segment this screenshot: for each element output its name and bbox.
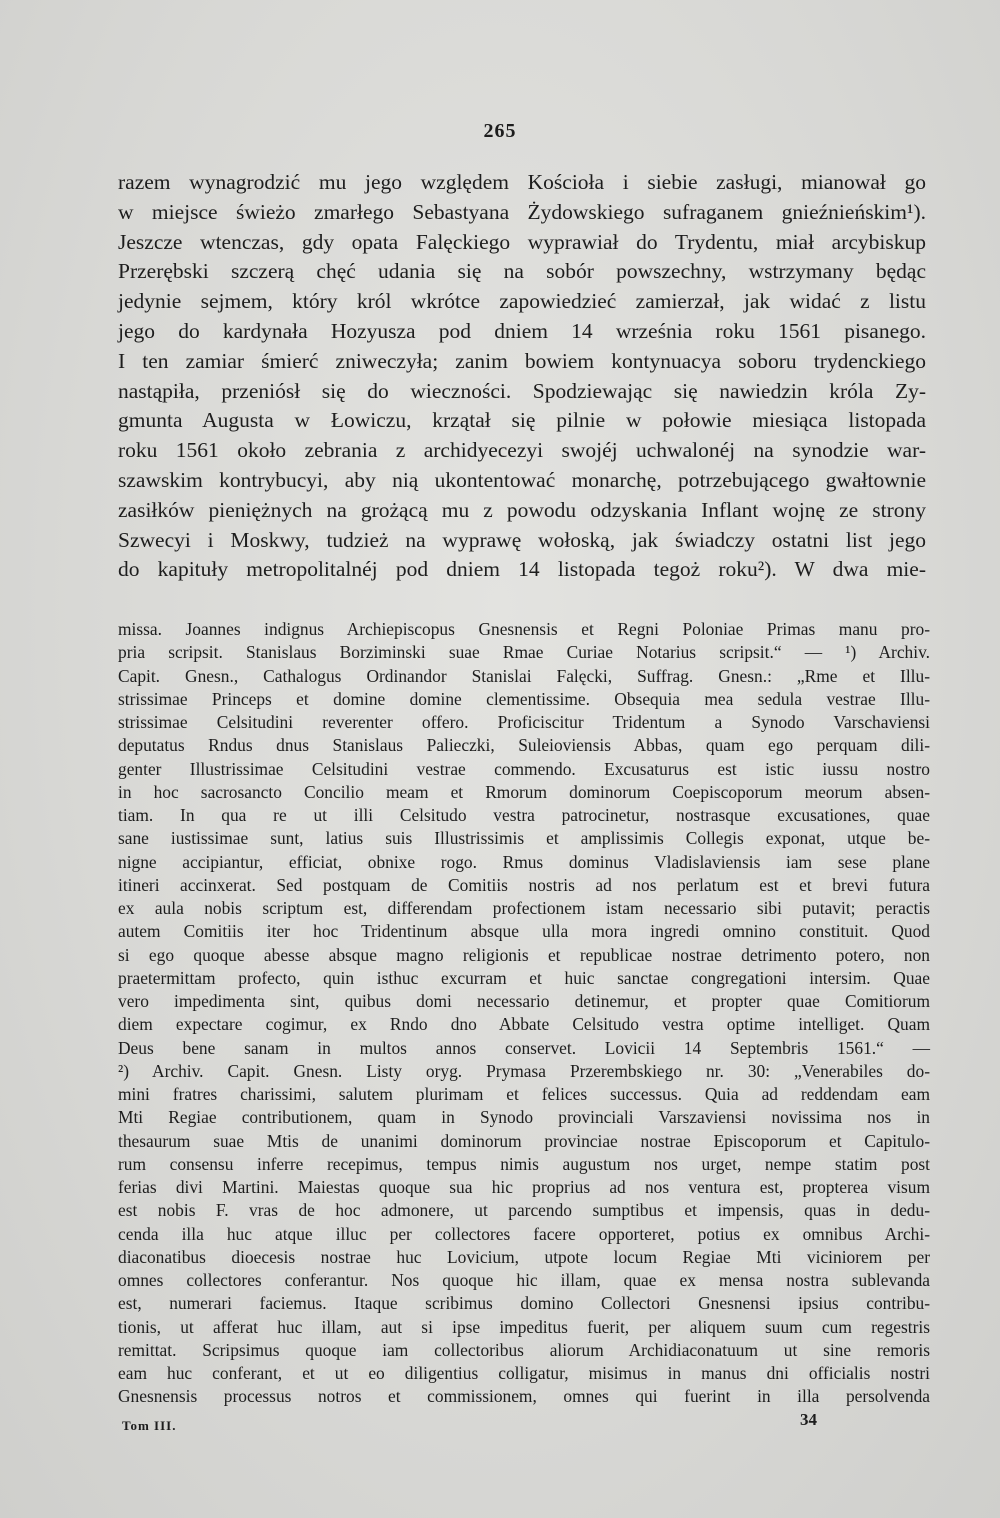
main-text-line: jedynie sejmem, który król wkrótce zapowiedzieć zamierzał, jak widać z listu [118,289,926,314]
footnote-line: est nobis F. vras de hoc admonere, ut parcendo sumptibus et impensis, quas in dedu- [118,1200,930,1221]
footnote-line: Capit. Gnesn., Cathalogus Ordinandor Stanislai Falęcki, Suffrag. Gnesn.: „Rme et Illu- [118,665,930,686]
main-text-line: Szwecyi i Moskwy, tudzież na wyprawę wołoską, jak świadczy ostatni list jego [118,527,926,552]
footnote-line: omnes collectores conferantur. Nos quoque hic illam, quae ex mensa nostra sublevanda [118,1270,930,1290]
page-number: 265 [483,120,517,142]
footnote-line: Gnesnensis processus notros et commissionem, omnes qui fuerint in illa persolvenda [118,1386,930,1407]
footnote-line: ²) Archiv. Capit. Gnesn. Listy oryg. Prymasa Przerembskiego nr. 30: „Venerabiles do- [118,1060,930,1081]
main-text-line: razem wynagrodzić mu jego względem Kościoła i siebie zasługi, mianował go [118,170,926,194]
footnote-line: sane iustissimae sunt, latius suis Illustrissimis et amplissimis Collegis exponat, utque be- [118,828,930,849]
main-text-line: I ten zamiar śmierć zniweczyła; zanim bowiem kontynuacya soboru trydenckiego [118,348,926,373]
main-text-line: szawskim kontrybucyi, aby nią ukontentować monarchę, potrzebującego gwałtownie [118,467,926,492]
footnote-line: eam huc conferant, et ut eo diligentius colligatur, misimus in manus dni officialis nostri [118,1363,930,1383]
footnote-line: diem expectare cogimur, ex Rndo dno Abbate Celsitudo vestra optime intelliget. Quam [118,1014,930,1035]
footnote-line: deputatus Rndus dnus Stanislaus Palieczki, Suleioviensis Abbas, quam ego perquam dili- [118,735,930,756]
footnote-line: vero impedimenta sint, quibus domi necessario detinemur, et propter quae Comitiorum [118,991,930,1011]
main-text [118,168,926,585]
footnote-line: cenda illa huc atque illuc per collectores facere opporteret, potius ex omnibus Archi- [118,1223,930,1244]
footnote-line: strissimae Celsitudini reverenter offero. Proficiscitur Tridentum a Synodo Varschaviensi [118,712,930,732]
footnote-line: remittat. Scripsimus quoque iam collectoribus aliorum Archidiaconatuum ut sine remoris [118,1339,930,1360]
main-text-line: roku 1561 około zebrania z archidyecezyi swojéj uchwalonéj na synodzie war- [118,438,926,463]
footnote-line: nigne accipiantur, efficiat, obnixe rogo. Rmus dominus Vladislaviensis iam sese plane [118,851,930,872]
footnote-line: diaconatibus dioecesis nostrae huc Lovicium, utpote locum Regiae Mti viciniorem per [118,1246,930,1267]
main-text-line: zasiłków pieniężnych na grożącą mu z powodu odzyskania Inflant wojnę ze strony [118,497,926,522]
footnote-line: itineri accinxerat. Sed postquam de Comitiis nostris ad nos perlatum est et brevi futura [118,874,930,895]
main-text-line: Jeszcze wtenczas, gdy opata Falęckiego wyprawiał do Trydentu, miał arcybiskup [118,229,926,254]
main-text-line: jego do kardynała Hozyusza pod dniem 14 września roku 1561 pisanego. [118,318,926,343]
footnote-line: tionis, ut afferat huc illam, aut si ipse impeditus fuerit, per aliquem suum cum regestris [118,1316,930,1337]
footnote-line: ferias divi Martini. Maiestas quoque sua hic proprius ad nos ventura est, propterea visum [118,1177,930,1197]
footnote-line: tiam. In qua re ut illi Celsitudo vestra patrocinetur, nostrasque excusationes, quae [118,805,930,825]
footnote-line: praetermittam profecto, quin isthuc excurram et huic sanctae congregationi intersim. Quae [118,967,930,988]
signature-mark: 34 [800,1410,817,1429]
footnote-line: est, numerari faciemus. Itaque scribimus domino Collectori Gnesnensi ipsius contribu- [118,1293,930,1314]
footnote-line: in hoc sacrosancto Concilio meam et Rmorum dominorum Coepiscoporum meorum absen- [118,781,930,802]
main-text-line: w miejsce świeżo zmarłego Sebastyana Żydowskiego sufraganem gnieźnieńskim¹). [118,199,926,224]
footnote-line: si ego quoque abesse absque magno religionis et republicae nostrae detrimento potero, non [118,944,930,965]
footnote-line: thesaurum suae Mtis de unanimi dominorum provinciae nostrae Episcoporum et Capitulo- [118,1130,930,1151]
footnote-line: rum consensu inferre recepimus, tempus nimis augustum nos urget, nempe statim post [118,1153,930,1174]
footnote-line: strissimae Princeps et domine domine clementissime. Obsequia mea sedula vestrae Illu- [118,688,930,709]
footnote-line: mini fratres charissimi, salutem plurimam et felices successus. Quia ad reddendam eam [118,1084,930,1104]
main-text-line: nastąpiła, przeniósł się do wieczności. Spodziewając się nawiedzin króla Zy- [118,378,926,403]
footnote-line: ex aula nobis scriptum est, differendam profectionem istam necessario sibi putavit; peractis [118,898,930,918]
footnote-line: genter Illustrissimae Celsitudini vestrae commendo. Excusaturus est istic iussu nostro [118,758,930,779]
main-text-line: gmunta Augusta w Łowiczu, krzątał się pilnie w połowie miesiąca listopada [118,408,926,433]
volume-label: Tom III. [122,1418,177,1433]
main-text-line: do kapituły metropolitalnéj pod dniem 14 listopada tegoż roku²). W dwa mie- [118,557,926,582]
footnote-line: autem Comitiis iter hoc Tridentinum absque ulla mora ingredi omnino constituit. Quod [118,921,930,942]
footnote-line: Deus bene sanam in multos annos conservet. Lovicii 14 Septembris 1561.“ — [118,1037,930,1058]
footnote-line: missa. Joannes indignus Archiepiscopus Gnesnensis et Regni Poloniae Primas manu pro- [118,619,930,639]
footnotes [118,618,930,1409]
footnote-line: pria scripsit. Stanislaus Borziminski suae Rmae Curiae Notarius scripsit.“ — ¹) Archiv. [118,642,930,663]
footnote-line: Mti Regiae contributionem, quam in Synodo provinciali Varszaviensi novissima nos in [118,1107,930,1128]
main-text-line: Przerębski szczerą chęć udania się na sobór powszechny, wstrzymany będąc [118,259,926,284]
